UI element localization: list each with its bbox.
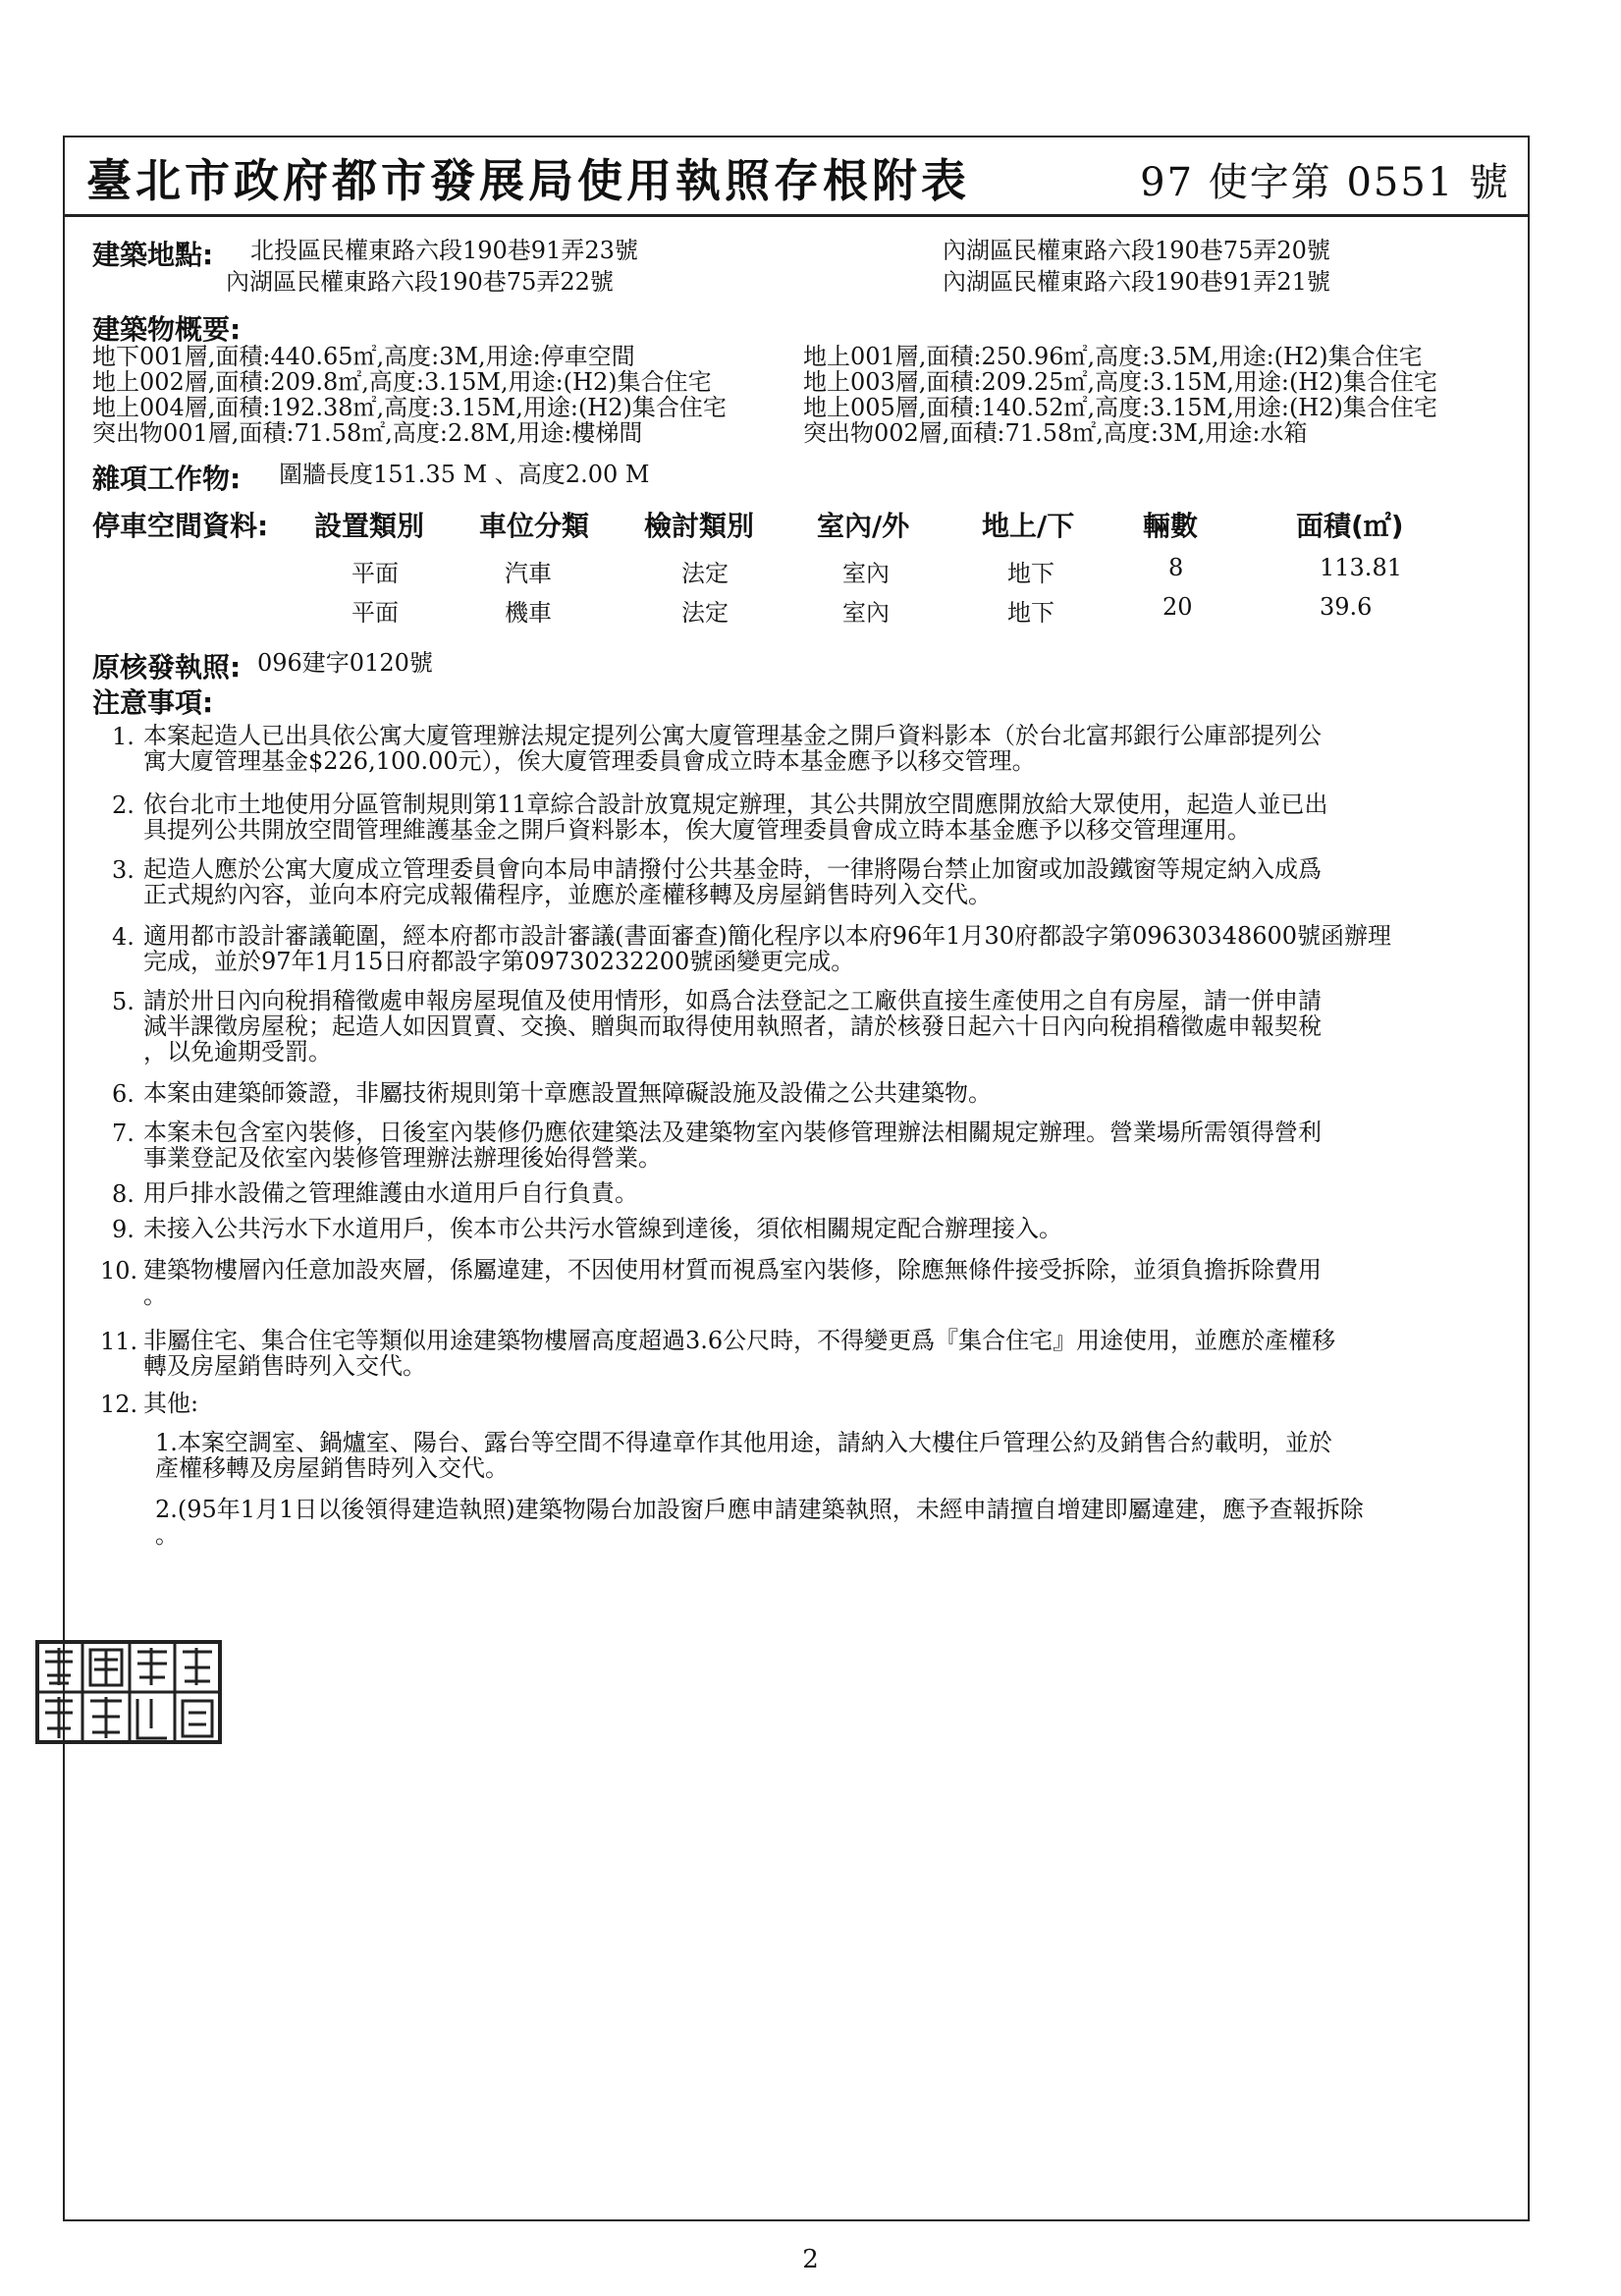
note-line: 本案未包含室內裝修，日後室內裝修仍應依建築法及建築物室內裝修管理辦法相關規定辦理。營業場所需領得營利: [143, 1119, 1322, 1146]
parking-cell: 室內: [842, 560, 890, 587]
note-line: 減半課徵房屋稅；起造人如因買賣、交換、贈與而取得使用執照者，請於核發日起六十日內向稅捐稽徵處申報契稅: [143, 1012, 1322, 1040]
site-address-right-2: 內湖區民權東路六段190巷91弄21號: [943, 268, 1330, 296]
page-title: 臺北市政府都市發展局使用執照存根附表: [86, 154, 970, 207]
permit-number: 97 使字第 0551 號: [1140, 160, 1510, 205]
parking-cell: 汽車: [505, 560, 552, 587]
overview-right-line: 地上005層,面積:140.52㎡,高度:3.15M,用途:(H2)集合住宅: [803, 394, 1437, 421]
note-item: [143, 988, 1547, 1065]
header: [86, 145, 1510, 207]
note-line: 1.本案空調室、鍋爐室、陽台、露台等空間不得違章作其他用途，請納入大樓住戶管理公約及銷售合約載明，並於: [155, 1429, 1332, 1456]
note-item: [143, 1391, 1547, 1416]
site-address-right-1: 內湖區民權東路六段190巷75弄20號: [943, 237, 1330, 264]
document-frame: [63, 136, 1530, 2221]
page-number: 2: [802, 2245, 819, 2274]
note-number: 8.: [112, 1180, 135, 1208]
parking-cell: 法定: [681, 599, 729, 627]
overview-left-line: 地下001層,面積:440.65㎡,高度:3M,用途:停車空間: [92, 343, 635, 370]
overview-right-line: 地上003層,面積:209.25㎡,高度:3.15M,用途:(H2)集合住宅: [803, 368, 1437, 396]
note-item: [143, 923, 1547, 974]
note-number: 9.: [112, 1216, 135, 1243]
note-line: 。: [155, 1521, 179, 1549]
note-number: 12.: [100, 1391, 138, 1418]
parking-cell: 平面: [351, 560, 399, 587]
note-line: 完成，並於97年1月15日府都設字第09730232200號函變更完成。: [143, 948, 855, 975]
note-line: ，以免逾期受罰。: [143, 1038, 332, 1066]
parking-cell: 39.6: [1320, 593, 1373, 621]
note-line: 未接入公共污水下水道用戶，俟本市公共污水管線到達後，須依相關規定配合辦理接入。: [143, 1215, 1062, 1242]
parking-header: 地上/下: [982, 510, 1075, 542]
site-label: 建築地點:: [92, 239, 214, 271]
note-number: 11.: [100, 1328, 138, 1355]
original-permit-label: 原核發執照:: [92, 651, 242, 683]
overview-left-line: 地上002層,面積:209.8㎡,高度:3.15M,用途:(H2)集合住宅: [92, 368, 712, 396]
misc-value: 圍牆長度151.35 M 、高度2.00 M: [279, 461, 650, 488]
note-line: 轉及房屋銷售時列入交代。: [143, 1352, 426, 1380]
note-line: 請於卅日內向稅捐稽徵處申報房屋現值及使用情形，如爲合法登記之工廠供直接生產使用之自有房屋，請一併申請: [143, 987, 1322, 1014]
note-line: 適用都市設計審議範圍，經本府都市設計審議(書面審查)簡化程序以本府96年1月30府都設字第09630348600號函辦理: [143, 922, 1392, 950]
overview-right-line: 地上001層,面積:250.96㎡,高度:3.5M,用途:(H2)集合住宅: [803, 343, 1423, 370]
note-line: 用戶排水設備之管理維護由水道用戶自行負責。: [143, 1179, 638, 1207]
note-line: 。: [143, 1282, 167, 1309]
parking-cell: 113.81: [1320, 554, 1402, 581]
note-line: 2.(95年1月1日以後領得建造執照)建築物陽台加設窗戶應申請建築執照，未經申請擅自增建即屬違建，應予查報拆除: [155, 1496, 1364, 1523]
notes-label: 注意事項:: [92, 686, 214, 719]
parking-cell: 法定: [681, 560, 729, 587]
note-line: 具提列公共開放空間管理維護基金之開戶資料影本，俟大廈管理委員會成立時本基金應予以移交管理運用。: [143, 816, 1251, 844]
note-line: 建築物樓層內任意加設夾層，係屬違建，不因使用材質而視爲室內裝修，除應無條件接受拆除，並須負擔拆除費用: [143, 1256, 1322, 1284]
misc-label: 雜項工作物:: [92, 463, 242, 495]
note-number: 10.: [100, 1257, 138, 1285]
note-item: [143, 792, 1547, 843]
parking-header: 檢討類別: [644, 510, 755, 542]
note-item: [143, 1328, 1547, 1379]
note-sub-item: [155, 1497, 1559, 1548]
note-line: 其他:: [143, 1390, 199, 1417]
parking-header: 輛數: [1143, 510, 1199, 542]
note-line: 起造人應於公寓大廈成立管理委員會向本局申請撥付公共基金時，一律將陽台禁止加窗或加設鐵窗等規定納入成爲: [143, 855, 1322, 883]
note-number: 5.: [112, 988, 135, 1015]
site-address-left-2: 內湖區民權東路六段190巷75弄22號: [226, 268, 614, 296]
note-item: [143, 1120, 1547, 1171]
parking-cell: 地下: [1007, 560, 1054, 587]
note-line: 依台北市土地使用分區管制規則第11章綜合設計放寬規定辦理，其公共開放空間應開放給大眾使用，起造人並已出: [143, 791, 1328, 818]
parking-header: 室內/外: [817, 510, 910, 542]
note-number: 2.: [112, 792, 135, 819]
note-item: [143, 1257, 1547, 1308]
title-divider: [65, 214, 1528, 217]
note-number: 7.: [112, 1120, 135, 1147]
overview-label: 建築物概要:: [92, 313, 242, 346]
overview-left-column: [92, 344, 727, 446]
note-item: [143, 856, 1547, 907]
original-permit-value: 096建字0120號: [257, 649, 433, 677]
note-number: 4.: [112, 923, 135, 951]
parking-label: 停車空間資料:: [92, 510, 269, 542]
official-seal-icon: [35, 1638, 222, 1746]
overview-right-line: 突出物002層,面積:71.58㎡,高度:3M,用途:水箱: [803, 419, 1308, 447]
note-item: [143, 1216, 1547, 1241]
parking-header: 面積(㎡): [1296, 510, 1404, 542]
parking-cell: 室內: [842, 599, 890, 627]
site-address-left-1: 北投區民權東路六段190巷91弄23號: [250, 237, 638, 264]
note-sub-item: [155, 1430, 1559, 1481]
note-item: [143, 723, 1547, 774]
note-number: 3.: [112, 856, 135, 884]
note-item: [143, 1080, 1547, 1106]
overview-right-column: [803, 344, 1437, 446]
parking-cell: 機車: [505, 599, 552, 627]
note-line: 產權移轉及房屋銷售時列入交代。: [155, 1454, 509, 1482]
note-line: 事業登記及依室內裝修管理辦法辦理後始得營業。: [143, 1144, 662, 1172]
note-number: 6.: [112, 1080, 135, 1108]
note-line: 非屬住宅、集合住宅等類似用途建築物樓層高度超過3.6公尺時，不得變更爲『集合住宅』用途使用，並應於產權移: [143, 1327, 1336, 1354]
parking-header: 車位分類: [479, 510, 590, 542]
note-line: 本案起造人已出具依公寓大廈管理辦法規定提列公寓大廈管理基金之開戶資料影本（於台北富邦銀行公庫部提列公: [143, 722, 1322, 749]
overview-left-line: 突出物001層,面積:71.58㎡,高度:2.8M,用途:樓梯間: [92, 419, 643, 447]
parking-cell: 20: [1162, 593, 1193, 621]
parking-header: 設置類別: [314, 510, 425, 542]
overview-left-line: 地上004層,面積:192.38㎡,高度:3.15M,用途:(H2)集合住宅: [92, 394, 727, 421]
parking-cell: 地下: [1007, 599, 1054, 627]
note-item: [143, 1180, 1547, 1206]
parking-cell: 平面: [351, 599, 399, 627]
note-line: 本案由建築師簽證，非屬技術規則第十章應設置無障礙設施及設備之公共建築物。: [143, 1079, 992, 1107]
note-number: 1.: [112, 723, 135, 750]
note-line: 寓大廈管理基金$226,100.00元），俟大廈管理委員會成立時本基金應予以移交管理。: [143, 747, 1036, 775]
parking-cell: 8: [1168, 554, 1184, 581]
note-line: 正式規約內容，並向本府完成報備程序，並應於產權移轉及房屋銷售時列入交代。: [143, 881, 992, 908]
